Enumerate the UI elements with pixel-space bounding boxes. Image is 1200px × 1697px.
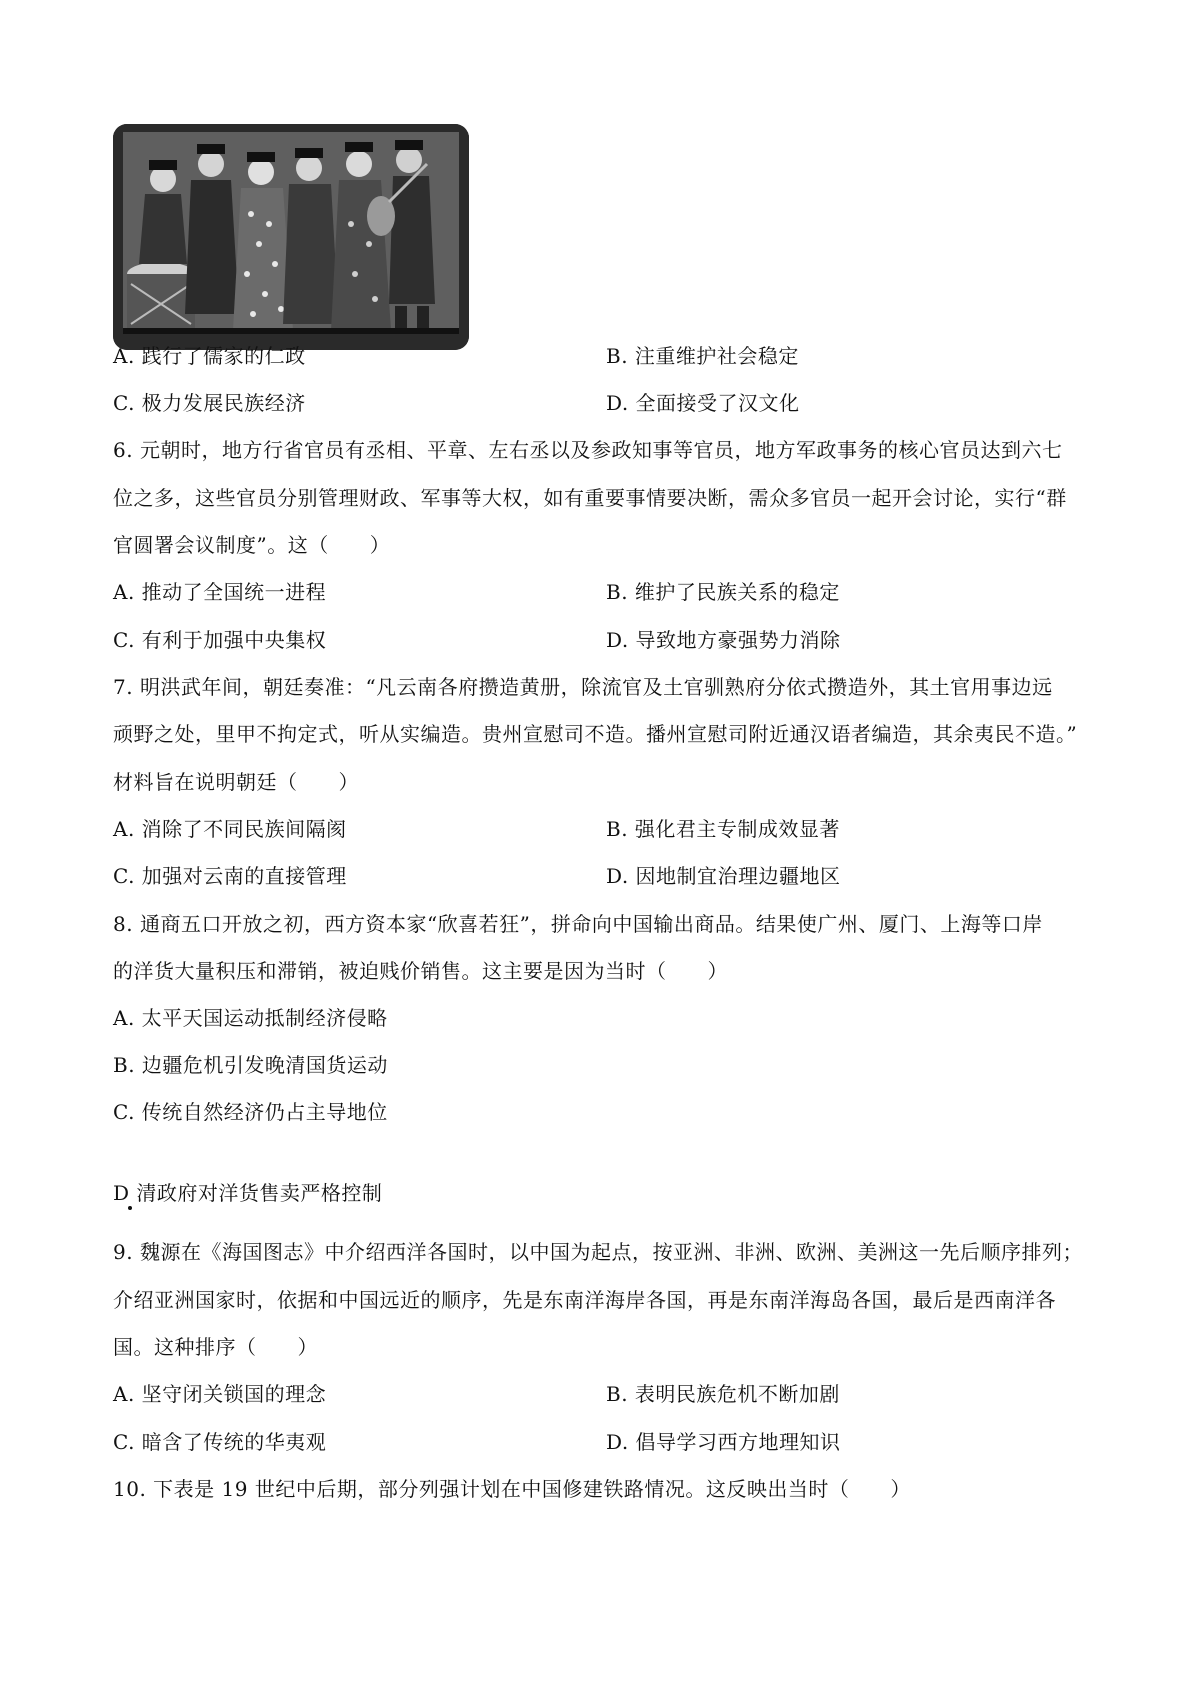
q5-option-d: D. 全面接受了汉文化 <box>606 391 800 415</box>
q5-option-a: A. 践行了儒家的仁政 <box>113 344 306 368</box>
q7-stem-line-1: 7. 明洪武年间，朝廷奏准：“凡云南各府攒造黄册，除流官及土官驯熟府分依式攒造外，其土官用事边远 <box>113 675 1053 699</box>
q6-stem-line-1: 6. 元朝时，地方行省官员有丞相、平章、左右丞以及参政知事等官员，地方军政事务的核心官员达到六七 <box>113 438 1063 462</box>
q7-option-d: D. 因地制宜治理边疆地区 <box>606 864 841 888</box>
performers-illustration <box>113 124 469 350</box>
q7-stem-line-2: 顽野之处，里甲不拘定式，听从实编造。贵州宣慰司不造。播州宣慰司附近通汉语者编造，其余夷民不造。” <box>113 722 1078 746</box>
q8-stem-line-2: 的洋货大量积压和滞销，被迫贱价销售。这主要是因为当时（ ） <box>113 959 728 983</box>
q9-stem-line-3: 国。这种排序（ ） <box>113 1335 318 1359</box>
q7-stem-line-3: 材料旨在说明朝廷（ ） <box>113 770 359 794</box>
q8-stem-line-1: 8. 通商五口开放之初，西方资本家“欣喜若狂”，拼命向中国输出商品。结果使广州、厦门、上海等口岸 <box>113 912 1043 936</box>
q8-option-a: A. 太平天国运动抵制经济侵略 <box>113 1006 388 1030</box>
q5-option-c: C. 极力发展民族经济 <box>113 391 306 415</box>
q9-stem-line-1: 9. 魏源在《海国图志》中介绍西洋各国时，以中国为起点，按亚洲、非洲、欧洲、美洲这一先后顺序排列； <box>113 1240 1083 1264</box>
q9-stem-line-2: 介绍亚洲国家时，依据和中国远近的顺序，先是东南洋海岸各国，再是东南洋海岛各国，最后是西南洋各 <box>113 1288 1056 1312</box>
q5-option-b: B. 注重维护社会稳定 <box>606 344 799 368</box>
q8-option-c: C. 传统自然经济仍占主导地位 <box>113 1100 388 1124</box>
q9-option-d: D. 倡导学习西方地理知识 <box>606 1430 841 1454</box>
q6-option-c: C. 有利于加强中央集权 <box>113 628 327 652</box>
q9-option-a: A. 坚守闭关锁国的理念 <box>113 1382 327 1406</box>
q8-option-d: D 清政府对洋货售卖严格控制 <box>113 1181 383 1205</box>
q9-option-c: C. 暗含了传统的华夷观 <box>113 1430 327 1454</box>
q7-option-c: C. 加强对云南的直接管理 <box>113 864 347 888</box>
q6-option-b: B. 维护了民族关系的稳定 <box>606 580 840 604</box>
q7-option-b: B. 强化君主专制成效显著 <box>606 817 840 841</box>
q7-option-a: A. 消除了不同民族间隔阂 <box>113 817 347 841</box>
q6-stem-line-3: 官圆署会议制度”。这（ ） <box>113 533 391 557</box>
q9-option-b: B. 表明民族危机不断加剧 <box>606 1382 840 1406</box>
q6-option-d: D. 导致地方豪强势力消除 <box>606 628 841 652</box>
q10-stem-line-1: 10. 下表是 19 世纪中后期，部分列强计划在中国修建铁路情况。这反映出当时（ ） <box>113 1477 911 1501</box>
q6-stem-line-2: 位之多，这些官员分别管理财政、军事等大权，如有重要事情要决断，需众多官员一起开会讨论，实行“群 <box>113 486 1067 510</box>
q8-option-b: B. 边疆危机引发晚清国货运动 <box>113 1053 388 1077</box>
q6-option-a: A. 推动了全国统一进程 <box>113 580 327 604</box>
stray-dot-mark <box>128 1206 132 1210</box>
